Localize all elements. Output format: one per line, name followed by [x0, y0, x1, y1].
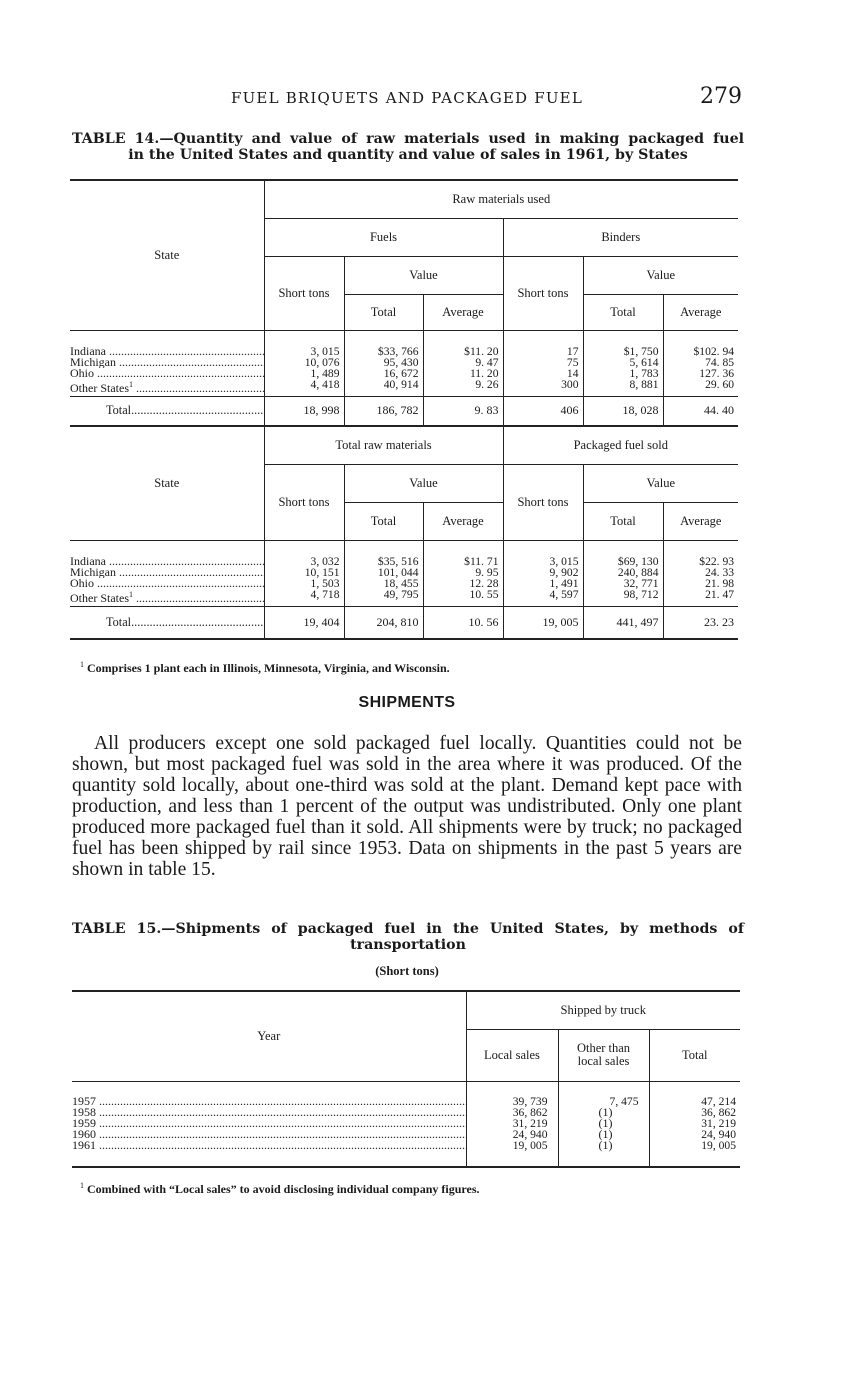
- table14-caption-line1: TABLE 14.—Quantity and value of raw materials used in making packaged fuel: [72, 131, 744, 147]
- local-sales-header: Local sales: [466, 1029, 558, 1081]
- state-label: Other States$^1$ .....: [70, 379, 264, 394]
- year-label: 1958 .....: [72, 1107, 466, 1118]
- table15-caption-line1: TABLE 15.—Shipments of packaged fuel in the United States, by methods of: [72, 921, 744, 937]
- year-label: 1957 .....: [72, 1096, 466, 1107]
- sold-value-header: Value: [583, 464, 738, 502]
- raw-average-header: Average: [423, 502, 503, 540]
- table15-subcaption: (Short tons): [375, 964, 439, 978]
- state-label: Michigan .....: [70, 567, 264, 578]
- sold-short-tons-header: Short tons: [503, 464, 583, 540]
- fuels-header: Fuels: [264, 218, 503, 256]
- raw-materials-header: Raw materials used: [264, 180, 738, 218]
- raw-value-header: Value: [344, 464, 503, 502]
- table15-caption-line2: transportation: [350, 937, 466, 953]
- fuels-value-header: Value: [344, 256, 503, 294]
- raw-short-tons-header: Short tons: [264, 464, 344, 540]
- table15-total-header: Total: [649, 1029, 740, 1081]
- total-raw-materials-header: Total raw materials: [264, 426, 503, 464]
- table14-state-header-2: State: [70, 426, 264, 540]
- table14-caption-line2: in the United States and quantity and value of sales in 1961, by States: [128, 147, 688, 163]
- year-label: 1960 .....: [72, 1129, 466, 1140]
- state-label: Other States$^1$ .....: [70, 589, 264, 604]
- table15: [72, 990, 740, 1168]
- sold-total-header: Total: [583, 502, 663, 540]
- state-label: Michigan .....: [70, 357, 264, 368]
- state-label: Ohio .....: [70, 578, 264, 589]
- other-than-local-header: Other than local sales: [558, 1029, 649, 1081]
- state-label: Indiana .....: [70, 556, 264, 567]
- table-row-total: Total ..... 19, 404 204, 810 10. 56 19, 005 441, 497 23. 23: [70, 606, 738, 639]
- fuels-short-tons-header: Short tons: [264, 256, 344, 330]
- binders-value-header: Value: [583, 256, 738, 294]
- table-row: Indiana ..... Michigan ..... Ohio ..... Other States$^1$ ..... 3, 015 10, 076 1, 489 4, 418 $33, 766 95, 430 16, 672 40, 914 $11. 20 9. 47 11. 20 9. 26 17 75 14 300 $1, 750 5, 614 1, 783 8, 881 $102. 94 74. 85 127. 36 29. 60: [70, 330, 738, 396]
- table-row: 1957 ..... 1958 ..... 1959 ..... 1960 ..... 1961 ..... 39, 739 36, 862 31, 219 24, 940 19, 005 7, 475 (1) (1) (1) (1) 47, 214 36, 862 31, 219 24, 940 19, 005: [72, 1081, 740, 1167]
- shipments-paragraph: All producers except one sold packaged fuel locally. Quantities could not be shown, but most packaged fuel was sold in the area where it was produced. Of the quantity sold locally, about one-third was sold at the plant. Demand kept pace with production, and less than 1 percent of the output was undistributed. Only one plant produced more packaged fuel than it sold. All shipments were by truck; no packaged fuel has been shipped by rail since 1953. Data on shipments in the past 5 years are shown in table 15.: [72, 733, 742, 880]
- sold-average-header: Average: [663, 502, 738, 540]
- page-number: 279: [700, 84, 742, 109]
- fuels-average-header: Average: [423, 294, 503, 330]
- table14: [70, 179, 738, 640]
- table15-year-header: Year: [72, 991, 466, 1081]
- table15-footnote: $^1$ Combined with “Local sales” to avoid disclosing individual company figures.: [80, 1181, 480, 1196]
- table-row-total: Total ..... 18, 998 186, 782 9. 83 406 18, 028 44. 40: [70, 396, 738, 426]
- running-head: [72, 86, 742, 110]
- table15-caption: [72, 921, 744, 953]
- table14-state-header-1: State: [70, 180, 264, 330]
- running-title: FUEL BRIQUETS AND PACKAGED FUEL: [230, 89, 583, 107]
- year-label: 1961 .....: [72, 1140, 466, 1151]
- binders-total-header: Total: [583, 294, 663, 330]
- binders-short-tons-header: Short tons: [503, 256, 583, 330]
- fuels-total-header: Total: [344, 294, 423, 330]
- state-label: Ohio .....: [70, 368, 264, 379]
- section-heading: SHIPMENTS: [358, 694, 456, 711]
- year-label: 1959 .....: [72, 1118, 466, 1129]
- binders-average-header: Average: [663, 294, 738, 330]
- shipped-by-truck-header: Shipped by truck: [466, 991, 740, 1029]
- table14-footnote: $^1$ Comprises 1 plant each in Illinois, Minnesota, Virginia, and Wisconsin.: [80, 660, 450, 675]
- packaged-fuel-sold-header: Packaged fuel sold: [503, 426, 738, 464]
- table14-caption: [72, 131, 744, 163]
- binders-header: Binders: [503, 218, 738, 256]
- state-label: Indiana .....: [70, 346, 264, 357]
- raw-total-header: Total: [344, 502, 423, 540]
- table-row: Indiana ..... Michigan ..... Ohio ..... Other States$^1$ ..... 3, 032 10, 151 1, 503 4, 718 $35, 516 101, 044 18, 455 49, 795 $11. 71 9. 95 12. 28 10. 55 3, 015 9, 902 1, 491 4, 597 $69, 130 240, 884 32, 771 98, 712 $22. 93 24. 33 21. 98 21. 47: [70, 540, 738, 606]
